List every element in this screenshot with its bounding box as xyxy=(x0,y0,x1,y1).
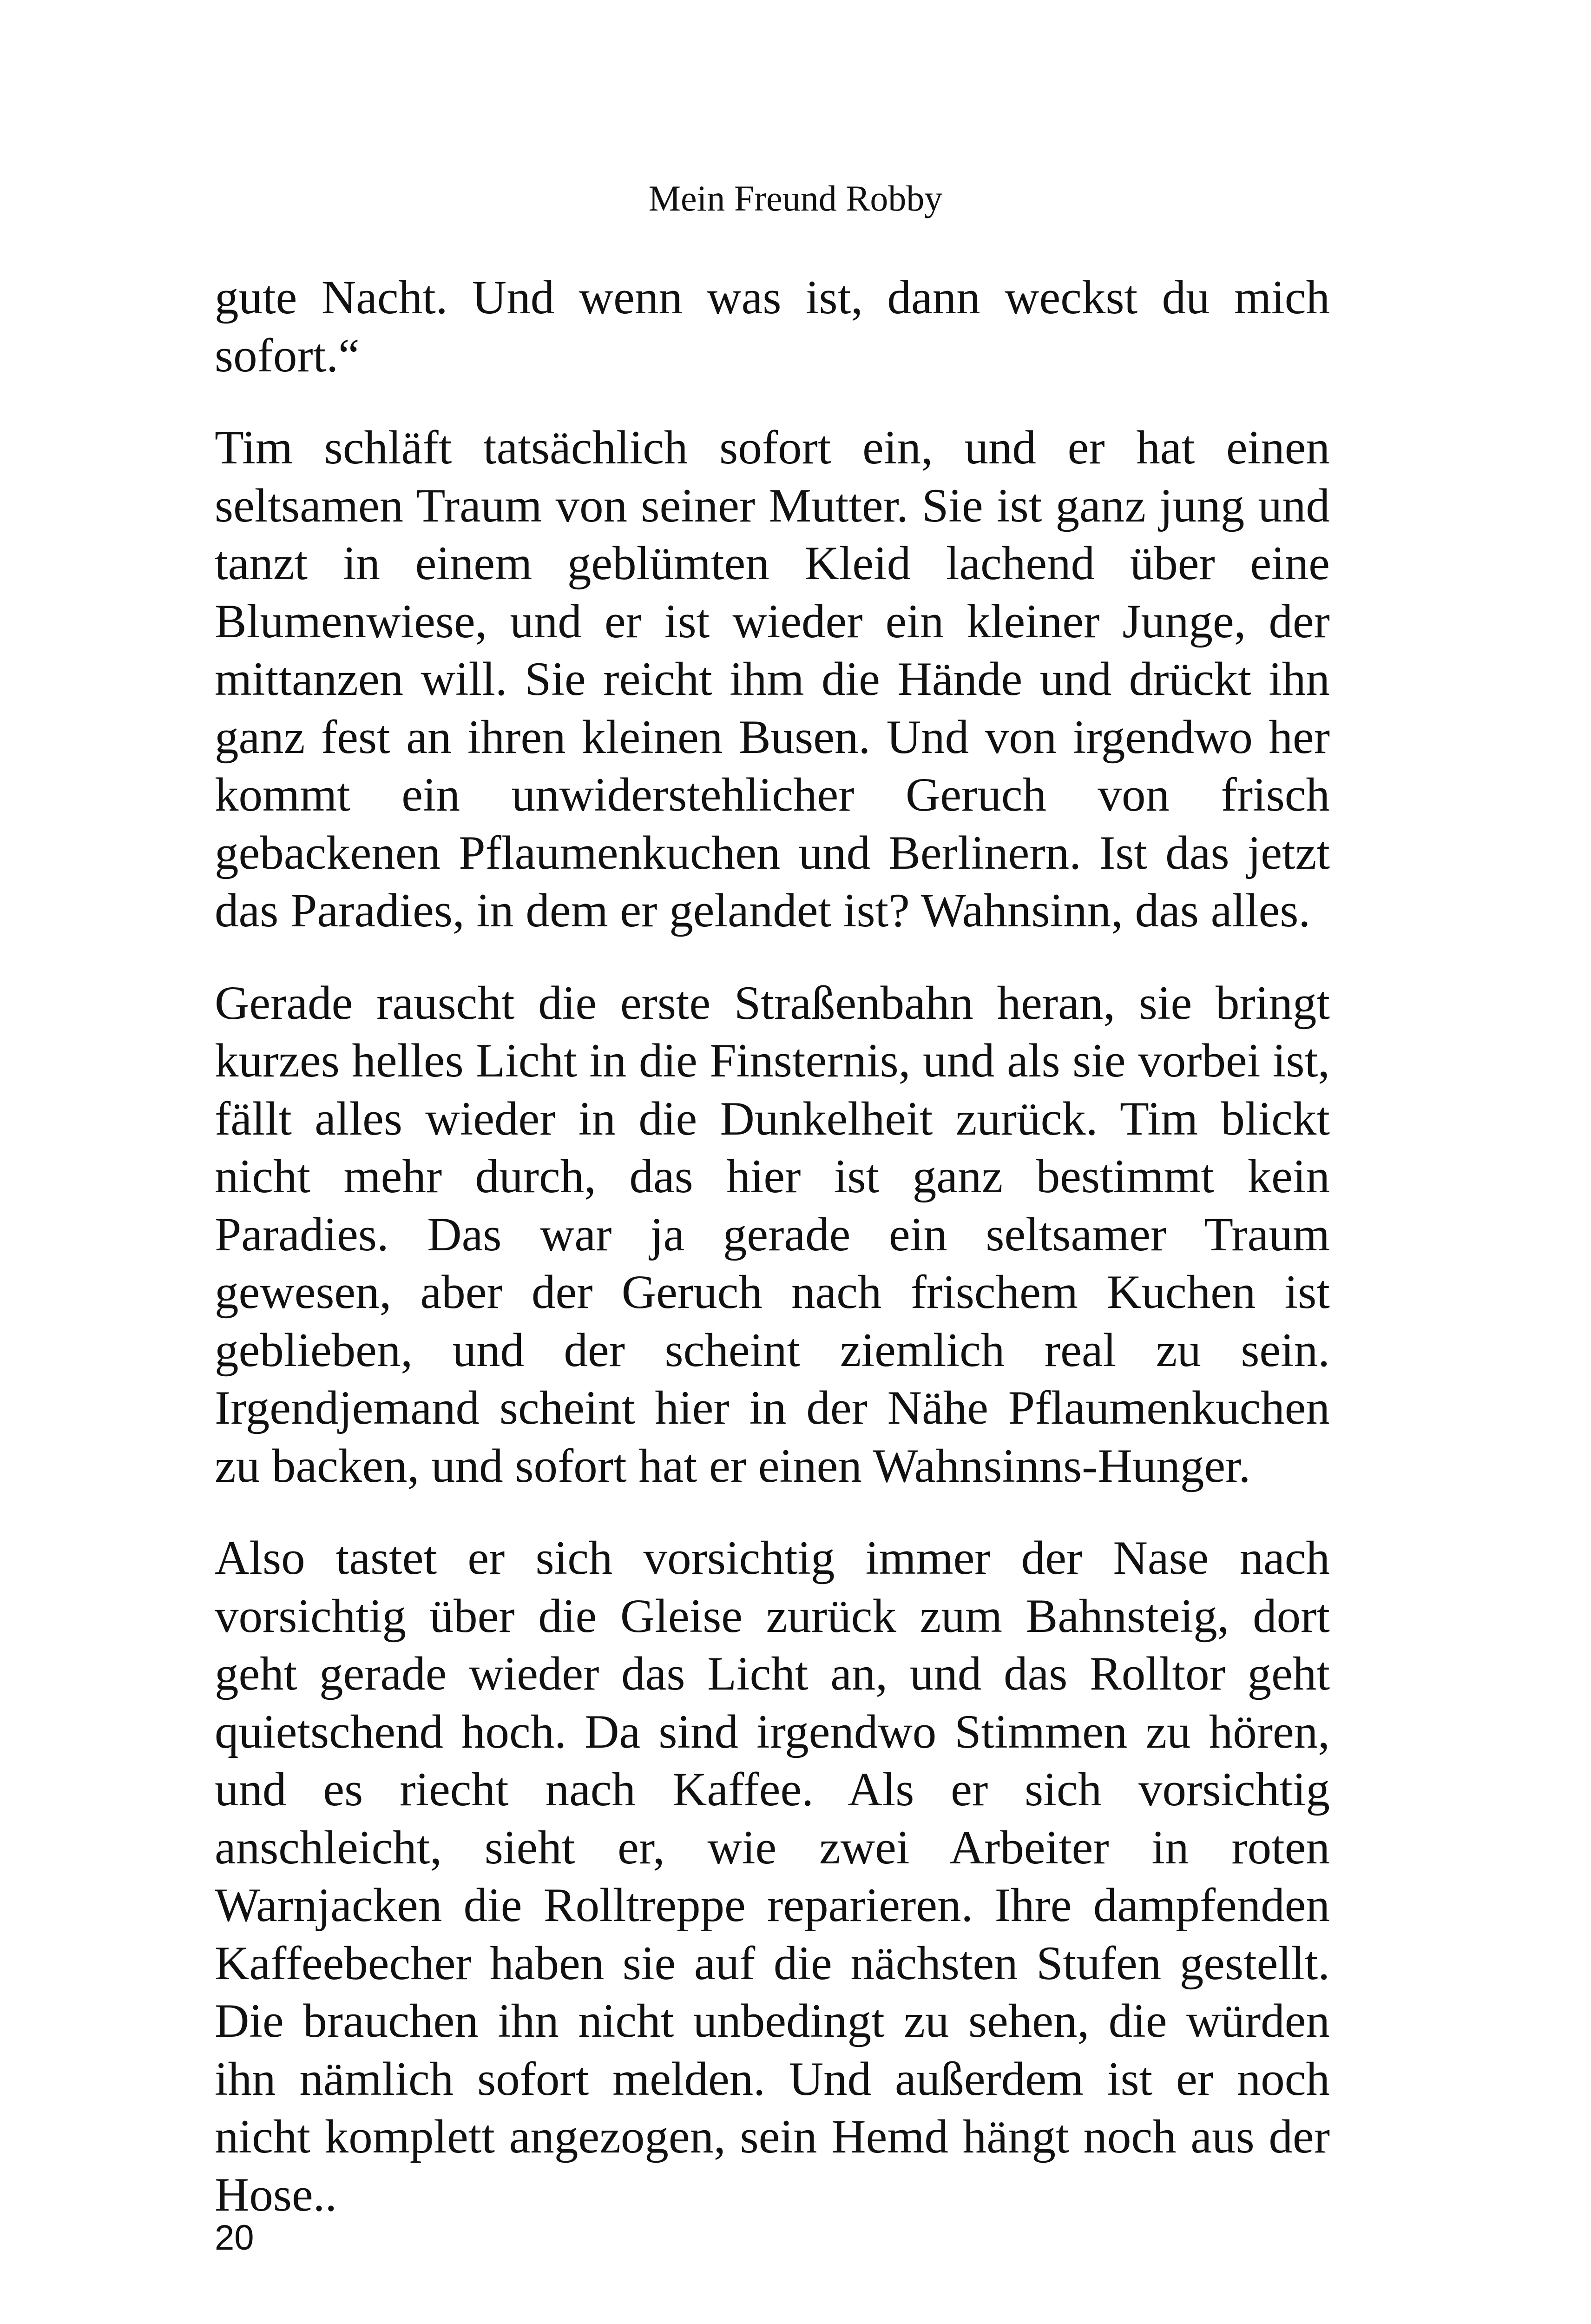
paragraph: Tim schläft tatsächlich sofort ein, und er hat einen seltsamen Traum von seiner Mutter. Sie ist ganz jung und tanzt in einem geblümten Kleid lachend über eine Blumenwiese, und er ist wieder ein kleiner Junge, der mittanzen will. Sie reicht ihm die Hände und drückt ihn ganz fest an ihren kleinen Busen. Und von irgendwo her kommt ein unwiderstehlicher Geruch von frisch gebackenen Pflaumenkuchen und Berlinern. Ist das jetzt das Paradies, in dem er gelandet ist? Wahnsinn, das alles. xyxy=(215,421,1330,937)
body-text xyxy=(215,269,1330,2258)
paragraph: Gerade rauscht die erste Straßenbahn heran, sie bringt kurzes helles Licht in die Finsternis, und als sie vorbei ist, fällt alles wieder in die Dunkelheit zurück. Tim blickt nicht mehr durch, das hier ist ganz bestimmt kein Paradies. Das war ja gerade ein seltsamer Traum gewesen, aber der Geruch nach frischem Kuchen ist geblieben, und der scheint ziemlich real zu sein. Irgendjemand scheint hier in der Nähe Pflaumenkuchen zu backen, und sofort hat er einen Wahnsinns-Hunger. xyxy=(215,976,1330,1492)
paragraph: Also tastet er sich vorsichtig immer der Nase nach vorsichtig über die Gleise zurück zum Bahnsteig, dort geht gerade wieder das Licht an, und das Rolltor geht quietschend hoch. Da sind irgendwo Stimmen zu hören, und es riecht nach Kaffee. Als er sich vorsichtig anschleicht, sieht er, wie zwei Arbeiter in roten Warnjacken die Rolltreppe reparieren. Ihre dampfenden Kaffeebecher haben sie auf die nächsten Stufen gestellt. Die brauchen ihn nicht unbedingt zu sehen, die würden ihn nämlich sofort melden. Und außerdem ist er noch nicht komplett angezogen, sein Hemd hängt noch aus der Hose.. xyxy=(215,1532,1330,2221)
paragraph: gute Nacht. Und wenn was ist, dann weckst du mich sofort.“ xyxy=(215,271,1330,382)
page-number: 20 xyxy=(215,2218,254,2258)
running-header: Mein Freund Robby xyxy=(648,178,943,218)
